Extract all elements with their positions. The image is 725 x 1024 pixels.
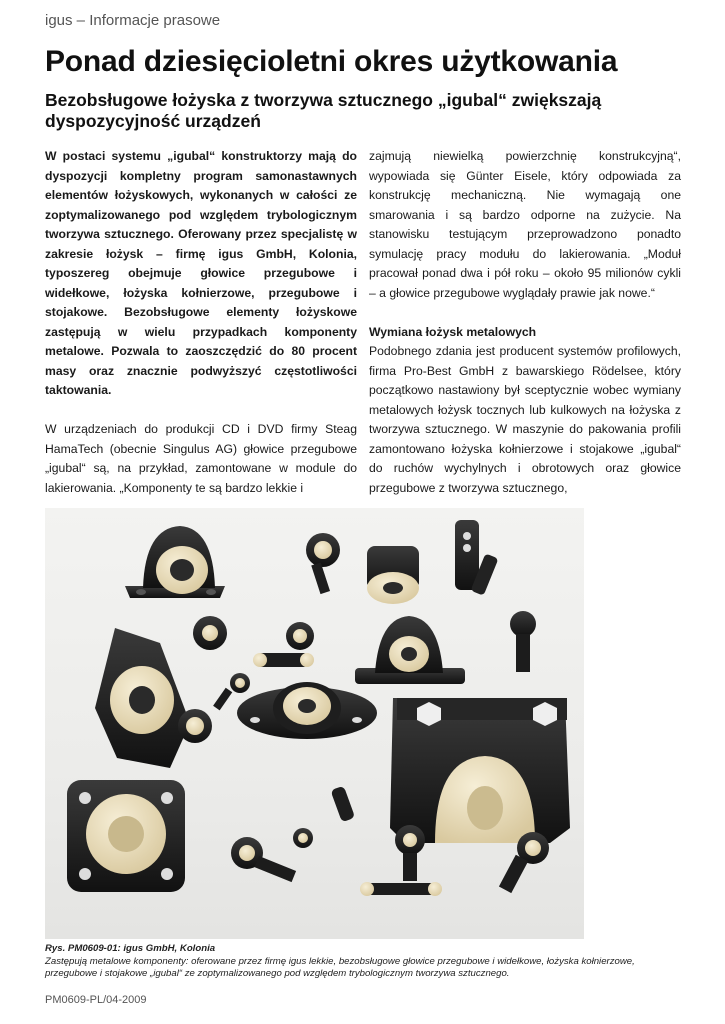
rod-end — [306, 533, 340, 594]
split-housing-bearing — [390, 698, 570, 843]
body-paragraph: W urządzeniach do produkcji CD i DVD firmy Steag HamaTech (obecnie Singulus AG) głowice przegubowe „igubal“ są, na przykład, zamontowane w module do lakierowania. „Komponenty te są bardzo lekkie i — [45, 422, 357, 495]
four-bolt-flange-bearing — [67, 780, 185, 892]
left-column — [45, 147, 357, 518]
igubal-components-illustration — [45, 508, 584, 939]
pillow-block-bearing — [125, 526, 225, 598]
rod-end — [231, 837, 296, 882]
caption-title: Rys. PM0609-01: igus GmbH, Kolonia — [45, 943, 216, 954]
flange-bearing — [95, 628, 190, 768]
body-paragraph: zajmują niewielką powierzchnię konstrukcyjną“, wypowiada się Günter Eisele, który odpowiada za konstrukcję mechaniczną. Nie wymagają one smarowania i są bardzo odporne na zużycie. Na stanowisku testującym przeprowadzono ponadto symulację pracy modułu do lakierowania. „Moduł pracował ponad dwa i pół roku – około 95 milionów cykli – a głowice przegubowe wyglądały prawie jak nowe.“ — [369, 149, 681, 300]
two-bolt-flange-bearing — [237, 682, 377, 739]
cylindrical-bearing — [367, 546, 419, 604]
rod-end — [395, 825, 425, 881]
page-subtitle: Bezobsługowe łożyska z tworzywa sztucznego „igubal“ zwiększają dyspozycyjność urządzeń — [45, 90, 602, 131]
rod-end-small — [293, 828, 313, 848]
link-rod — [360, 882, 442, 896]
product-photo — [45, 508, 584, 939]
figure-caption — [45, 943, 685, 981]
swivel-arm — [330, 786, 355, 823]
document-footer: PM0609-PL/04-2009 — [45, 994, 147, 1006]
body-paragraph: Podobnego zdania jest producent systemów profilowych, firma Pro-Best GmbH z bawarskiego Rödelsee, który początkowo nastawiony był sceptycznie wobec wymiany metalowych łożysk tocznych lub kulkowych na łożyska z tworzywa sztucznego. W maszynie do pakowania profili zamontowano łożyska kołnierzowe i stojakowe „igubal“ do ruchów wychylnych i obrotowych oraz głowice przegubowe z tworzywa sztucznego, — [369, 344, 681, 495]
spherical-bearing — [286, 622, 314, 650]
right-column — [369, 147, 681, 518]
rod-end-link — [253, 653, 314, 667]
document-header: igus – Informacje prasowe — [45, 12, 221, 29]
section-heading: Wymiana łożysk metalowych — [369, 324, 537, 339]
clevis-joint — [455, 520, 498, 596]
rod-end-bolt — [510, 611, 536, 672]
lead-paragraph: W postaci systemu „igubal“ konstruktorzy mają do dyspozycji kompletny program samonastawnych elementów łożyskowych, wykonanych w całości ze zoptymalizowanego pod względem trybologicznym tworzywa sztucznego. Oferowany przez specjalistę w zakresie łożysk – firmę igus GmbH, Kolonia, typoszereg obejmuje głowice przegubowe i widełkowe, łożyska kołnierzowe, przegubowe i stojakowe. Bezobsługowe elementy łożyskowe zastępują w wielu przypadkach komponenty metalowe. Pozwala to zaoszczędzić do 80 procent masy oraz znacznie podwyższyć częstotliwości taktowania. — [45, 149, 357, 397]
page-title: Ponad dziesięcioletni okres użytkowania — [45, 45, 618, 78]
pillow-block-bearing — [355, 616, 465, 684]
spherical-bearing — [178, 709, 212, 743]
spherical-bearing — [193, 616, 227, 650]
caption-text: Zastępują metalowe komponenty: oferowane przez firmę igus lekkie, bezobsługowe głowice przegubowe i widełkowe, łożyska kołnierzowe, przegubowe i stojakowe „igubal“ ze zoptymalizowanego pod względem trybologicznym tworzywa sztucznego. — [45, 955, 635, 979]
